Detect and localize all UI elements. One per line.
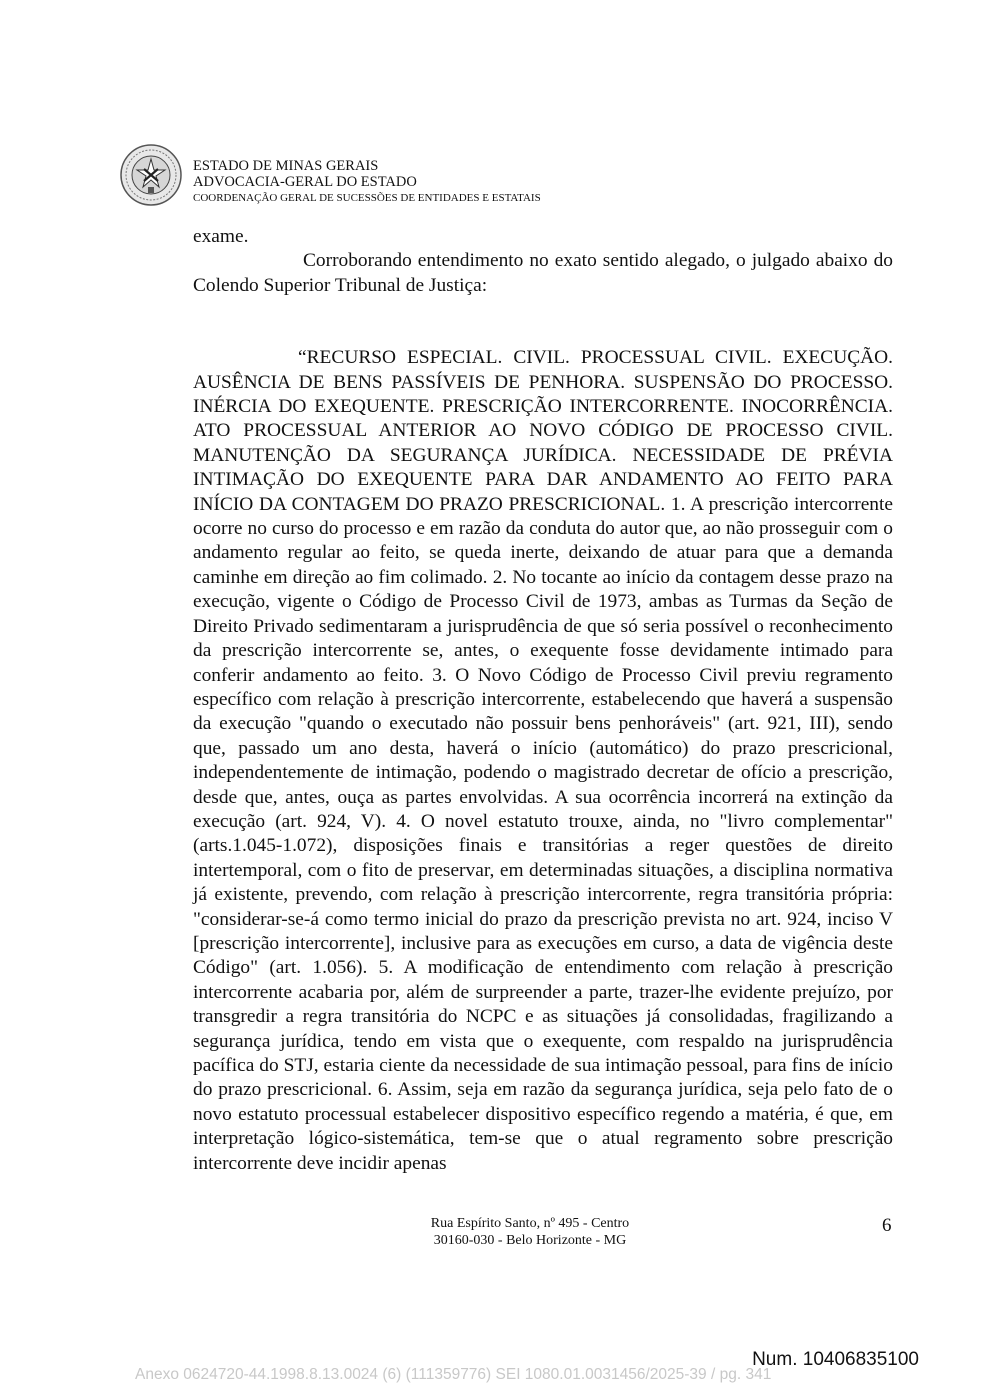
document-number-stamp: Num. 10406835100 xyxy=(752,1349,919,1370)
agency-name: ADVOCACIA-GERAL DO ESTADO xyxy=(193,174,417,190)
letterhead xyxy=(193,158,541,206)
address-city: 30160-030 - Belo Horizonte - MG xyxy=(433,1233,627,1248)
paragraph-intro: Corroborando entendimento no exato sentido alegado, o julgado abaixo do Colendo Superior Tribunal de Justiça: xyxy=(193,250,893,296)
department-name: COORDENAÇÃO GERAL DE SUCESSÕES DE ENTIDADES E ESTATAIS xyxy=(193,192,541,204)
document-body xyxy=(193,225,893,1176)
state-name: ESTADO DE MINAS GERAIS xyxy=(193,158,379,174)
page-number: 6 xyxy=(882,1215,892,1236)
footer-address xyxy=(380,1215,680,1249)
coat-of-arms-icon xyxy=(119,143,183,207)
paragraph-continuation: exame. xyxy=(193,226,249,247)
quoted-judgment: “RECURSO ESPECIAL. CIVIL. PROCESSUAL CIVIL. EXECUÇÃO. AUSÊNCIA DE BENS PASSÍVEIS DE PENHORA. SUSPENSÃO DO PROCESSO. INÉRCIA DO EXEQUENTE. PRESCRIÇÃO INTERCORRENTE. INOCORRÊNCIA. ATO PROCESSUAL ANTERIOR AO NOVO CÓDIGO DE PROCESSO CIVIL. MANUTENÇÃO DA SEGURANÇA JURÍDICA. NECESSIDADE DE PRÉVIA INTIMAÇÃO DO EXEQUENTE PARA DAR ANDAMENTO AO FEITO PARA INÍCIO DA CONTAGEM DO PRAZO PRESCRICIONAL. 1. A prescrição intercorrente ocorre no curso do processo e em razão da conduta do autor que, ao não prosseguir com o andamento regular ao feito, se queda inerte, deixando de atuar para que a demanda caminhe em direção ao fim colimado. 2. No tocante ao início da contagem desse prazo na execução, vigente o Código de Processo Civil de 1973, ambas as Turmas da Seção de Direito Privado sedimentaram a jurisprudência de que só seria possível o reconhecimento da prescrição intercorrente se, antes, o exequente fosse devidamente intimado para conferir andamento ao feito. 3. O Novo Código de Processo Civil previu regramento específico com relação à prescrição intercorrente, estabelecendo que haverá a suspensão da execução "quando o executado não possuir bens penhoráveis" (art. 921, III), sendo que, passado um ano desta, haverá o início (automático) do prazo prescricional, independentemente de intimação, podendo o magistrado decretar de ofício a prescrição, desde que, antes, ouça as partes envolvidas. A sua ocorrência incorrerá na extinção da execução (art. 924, V). 4. O novel estatuto trouxe, ainda, no "livro complementar" (arts.1.045-1.072), disposições finais e transitórias a reger questões de direito intertemporal, com o fito de preservar, em determinadas situações, a disciplina normativa já existente, prevendo, com relação à prescrição intercorrente, regra transitória própria: "considerar-se-á como termo inicial do prazo da prescrição prevista no art. 924, inciso V [prescrição intercorrente], inclusive para as execuções em curso, a data de vigência deste Código" (art. 1.056). 5. A modificação de entendimento com relação à prescrição intercorrente acabaria por, além de surpreender a parte, trazer-lhe evidente prejuízo, por transgredir a regra transitória do NCPC e as situações já consolidadas, fragilizando a segurança jurídica, tendo em vista que o exequente, com respaldo na jurisprudência pacífica do STJ, estaria ciente da necessidade de sua intimação pessoal, para fins de início do prazo prescricional. 6. Assim, seja em razão da segurança jurídica, seja pelo fato de o novo estatuto processual estabelecer dispositivo específico regendo a matéria, é que, em interpretação lógico-sistemática, tem-se que o atual regramento sobre prescrição intercorrente deve incidir apenas xyxy=(193,347,893,1174)
address-street: Rua Espírito Santo, nº 495 - Centro xyxy=(430,1216,630,1231)
annex-watermark: Anexo 0624720-44.1998.8.13.0024 (6) (111359776) SEI 1080.01.0031456/2025-39 / pg. 341 xyxy=(135,1366,772,1383)
